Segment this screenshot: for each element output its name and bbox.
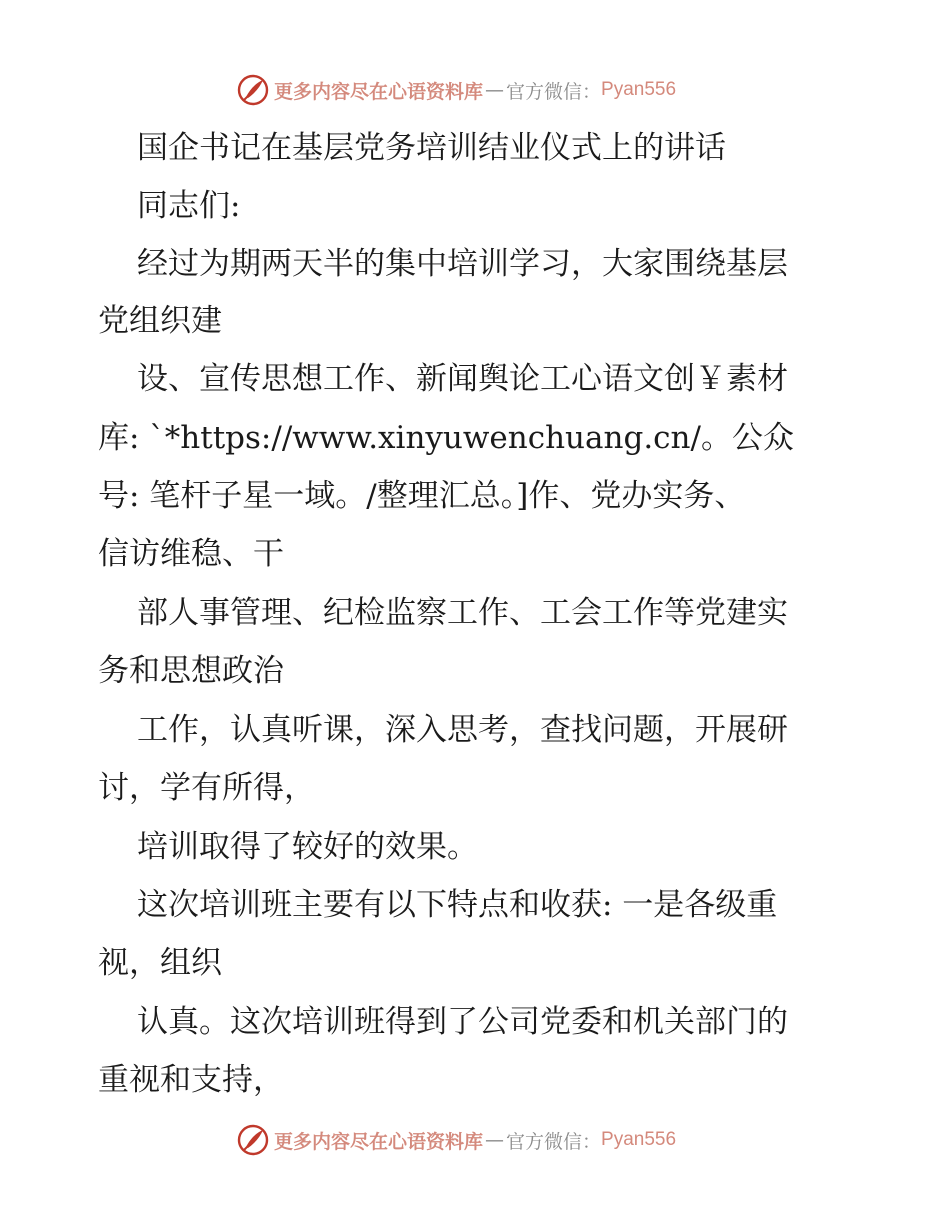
header-banner-main: 更多内容尽在心语资料库 bbox=[274, 80, 484, 103]
doc-line: 认真。这次培训班得到了公司党委和机关部门的 bbox=[137, 1004, 788, 1040]
doc-line: 设、宣传思想工作、新闻舆论工心语文创￥素材 bbox=[137, 361, 788, 397]
doc-line: 培训取得了较好的效果。 bbox=[137, 829, 478, 865]
doc-line: 工作，认真听课，深入思考，查找问题，开展研 bbox=[137, 712, 788, 748]
doc-line: 视，组织 bbox=[98, 945, 222, 981]
doc-line: 经过为期两天半的集中培训学习，大家围绕基层 bbox=[137, 246, 788, 282]
doc-line: 这次培训班主要有以下特点和收获: 一是各级重 bbox=[137, 887, 778, 923]
doc-line: 务和思想政治 bbox=[98, 653, 284, 689]
quill-logo-icon bbox=[236, 1123, 270, 1157]
doc-title: 国企书记在基层党务培训结业仪式上的讲话 bbox=[137, 130, 726, 166]
doc-line: 讨，学有所得， bbox=[98, 770, 315, 806]
doc-line: 库: `*https://www.xinyuwenchuang.cn/。公众 bbox=[98, 420, 794, 456]
footer-banner-dash: — bbox=[485, 1129, 505, 1151]
doc-line: 党组织建 bbox=[98, 303, 222, 339]
footer-banner-main: 更多内容尽在心语资料库 bbox=[274, 1130, 484, 1153]
doc-line: 重视和支持， bbox=[98, 1062, 284, 1098]
doc-line: 部人事管理、纪检监察工作、工会工作等党建实 bbox=[137, 595, 788, 631]
header-banner-dash: — bbox=[485, 79, 505, 101]
header-banner-id: Pyan556 bbox=[601, 79, 677, 100]
footer-banner bbox=[236, 1122, 676, 1158]
header-banner bbox=[236, 72, 676, 108]
doc-line: 号: 笔杆子星一域。/整理汇总。]作、党办实务、 bbox=[98, 478, 746, 514]
footer-banner-id: Pyan556 bbox=[601, 1129, 677, 1150]
doc-line: 信访维稳、干 bbox=[98, 536, 284, 572]
header-banner-wechat: 官方微信： bbox=[506, 80, 602, 103]
doc-salutation: 同志们: bbox=[137, 188, 241, 224]
quill-logo-icon bbox=[236, 73, 270, 107]
footer-banner-wechat: 官方微信： bbox=[506, 1130, 602, 1153]
